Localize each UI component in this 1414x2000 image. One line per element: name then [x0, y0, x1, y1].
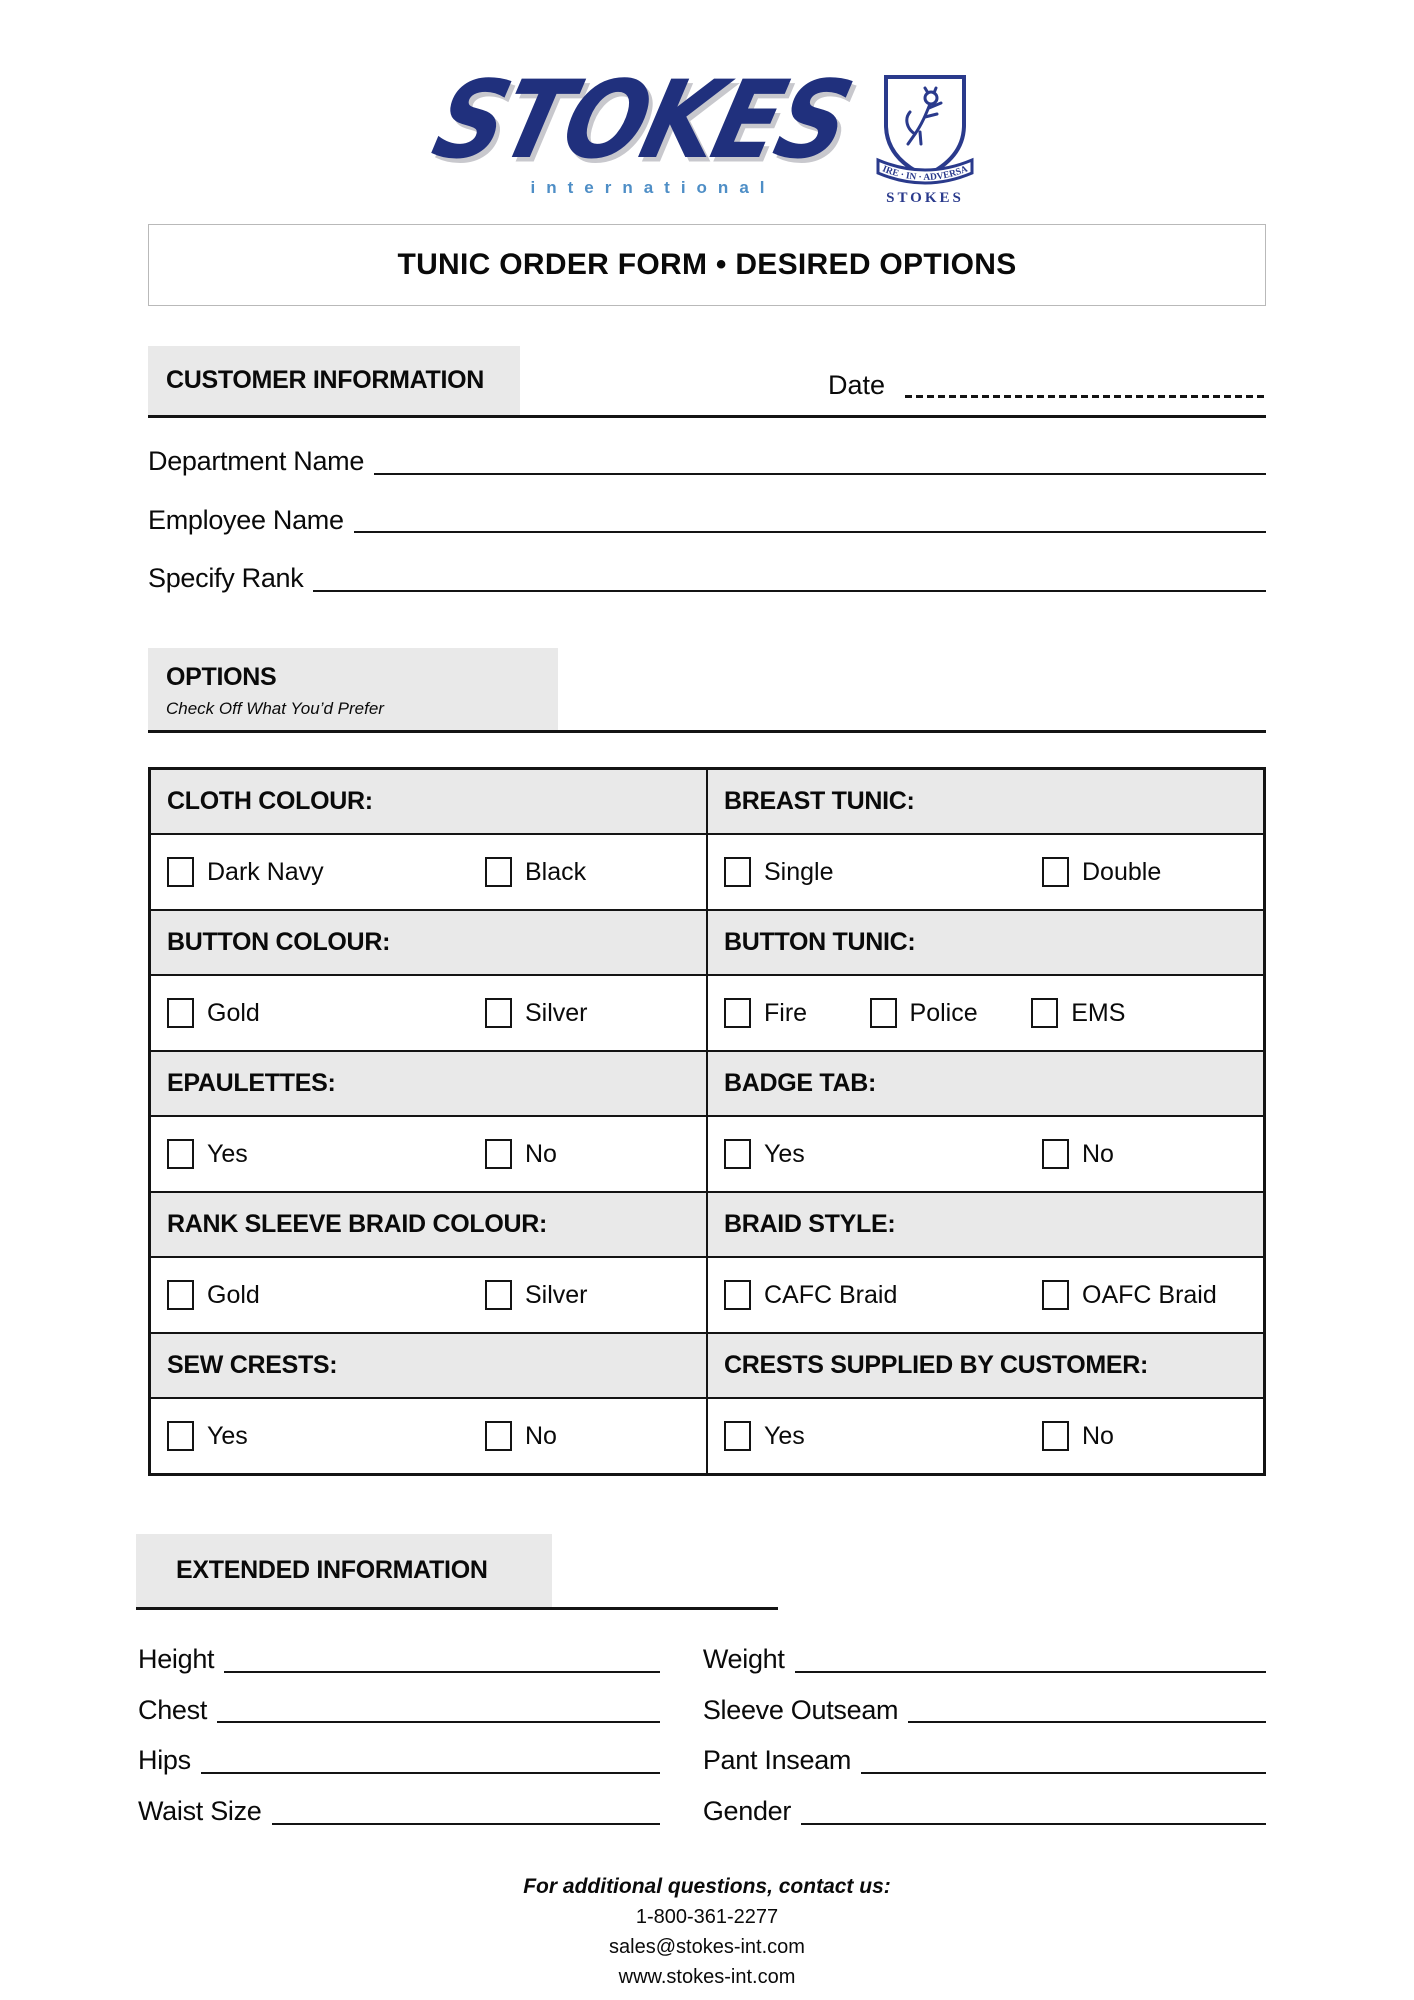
- form-title-box: [148, 224, 1266, 306]
- height-line[interactable]: [224, 1670, 660, 1673]
- table-row: [150, 975, 1265, 1051]
- waist-size-line[interactable]: [272, 1822, 660, 1825]
- choice-label: Fire: [764, 998, 808, 1027]
- stokes-crest-icon: [874, 72, 976, 204]
- crest-motto: IRE · IN · ADVERSA: [880, 164, 969, 184]
- pant-inseam-label: Pant Inseam: [702, 1745, 852, 1776]
- checkbox-crests-supplied-no[interactable]: [1042, 1421, 1263, 1451]
- checkbox-icon[interactable]: [485, 998, 512, 1028]
- contact-footer: [148, 1875, 1266, 1989]
- employee-name-label: Employee Name: [148, 504, 344, 535]
- choice-label: EMS: [1071, 998, 1126, 1027]
- hips-field: [138, 1746, 660, 1776]
- choice-label: Yes: [764, 1421, 805, 1450]
- employee-name-line[interactable]: [354, 530, 1266, 533]
- table-row: [150, 1051, 1265, 1116]
- chest-label: Chest: [138, 1694, 208, 1725]
- specify-rank-field: [148, 564, 1266, 594]
- choice-label: Gold: [207, 1280, 260, 1309]
- table-row: [150, 1333, 1265, 1398]
- checkbox-icon[interactable]: [167, 1280, 194, 1310]
- options-heading: OPTIONS: [166, 663, 277, 692]
- checkbox-epaulettes-no[interactable]: [485, 1139, 706, 1169]
- options-subheading: Check Off What You’d Prefer: [166, 699, 384, 719]
- checkbox-cafc-braid[interactable]: [724, 1280, 1042, 1310]
- stokes-tagline: international: [530, 178, 776, 197]
- table-row: [150, 1398, 1265, 1475]
- checkbox-icon[interactable]: [167, 857, 194, 887]
- table-row: [150, 834, 1265, 910]
- table-row: [150, 910, 1265, 975]
- sleeve-outseam-label: Sleeve Outseam: [702, 1694, 899, 1725]
- checkbox-ems[interactable]: [1031, 998, 1263, 1028]
- checkbox-icon[interactable]: [1042, 1139, 1069, 1169]
- checkbox-fire[interactable]: [724, 998, 870, 1028]
- checkbox-badge-tab-no[interactable]: [1042, 1139, 1263, 1169]
- stokes-wordmark: STOKES: [422, 57, 862, 183]
- checkbox-dark-navy[interactable]: [167, 857, 485, 887]
- checkbox-icon[interactable]: [485, 1421, 512, 1451]
- hips-label: Hips: [138, 1745, 191, 1776]
- waist-size-field: [138, 1797, 660, 1827]
- customer-info-heading: CUSTOMER INFORMATION: [148, 346, 520, 415]
- breast-tunic-header: BREAST TUNIC:: [707, 769, 1265, 835]
- choice-label: Silver: [525, 998, 588, 1027]
- sew-crests-header: SEW CRESTS:: [150, 1333, 708, 1398]
- weight-label: Weight: [702, 1644, 785, 1675]
- choice-label: OAFC Braid: [1082, 1280, 1217, 1309]
- hips-line[interactable]: [201, 1771, 660, 1774]
- checkbox-icon[interactable]: [724, 857, 751, 887]
- checkbox-icon[interactable]: [724, 998, 751, 1028]
- checkbox-epaulettes-yes[interactable]: [167, 1139, 485, 1169]
- checkbox-police[interactable]: [870, 998, 1032, 1028]
- checkbox-braid-silver[interactable]: [485, 1280, 706, 1310]
- cloth-colour-header: CLOTH COLOUR:: [150, 769, 708, 835]
- checkbox-double[interactable]: [1042, 857, 1263, 887]
- contact-heading: For additional questions, contact us:: [523, 1874, 891, 1898]
- chest-line[interactable]: [217, 1720, 660, 1723]
- sleeve-outseam-field: [703, 1696, 1266, 1726]
- epaulettes-header: EPAULETTES:: [150, 1051, 708, 1116]
- date-input-line[interactable]: [905, 395, 1266, 398]
- date-label: Date: [828, 370, 886, 400]
- choice-label: CAFC Braid: [764, 1280, 898, 1309]
- checkbox-icon[interactable]: [1042, 1421, 1069, 1451]
- weight-field: [703, 1645, 1266, 1675]
- choice-label: Black: [525, 857, 587, 886]
- checkbox-icon[interactable]: [485, 1280, 512, 1310]
- contact-email: sales@stokes-int.com: [609, 1935, 805, 1958]
- checkbox-crests-supplied-yes[interactable]: [724, 1421, 1042, 1451]
- department-name-label: Department Name: [148, 446, 365, 476]
- form-title: TUNIC ORDER FORM • DESIRED OPTIONS: [397, 248, 1017, 281]
- pant-inseam-field: [703, 1746, 1266, 1776]
- checkbox-sew-crests-no[interactable]: [485, 1421, 706, 1451]
- contact-website: www.stokes-int.com: [618, 1965, 796, 1988]
- contact-phone: 1-800-361-2277: [635, 1905, 779, 1928]
- specify-rank-line[interactable]: [313, 589, 1266, 592]
- choice-label: Yes: [207, 1421, 248, 1450]
- options-heading-box: [148, 648, 558, 730]
- rank-sleeve-braid-colour-header: RANK SLEEVE BRAID COLOUR:: [150, 1192, 708, 1257]
- crest-name: STOKES: [885, 190, 964, 204]
- customer-info-header-row: [148, 346, 1266, 418]
- checkbox-icon[interactable]: [485, 857, 512, 887]
- choice-label: No: [1082, 1139, 1114, 1168]
- badge-tab-header: BADGE TAB:: [707, 1051, 1265, 1116]
- choice-label: Police: [909, 998, 978, 1027]
- checkbox-icon[interactable]: [167, 1421, 194, 1451]
- choice-label: Yes: [764, 1139, 805, 1168]
- specify-rank-label: Specify Rank: [148, 563, 304, 594]
- braid-style-header: BRAID STYLE:: [707, 1192, 1265, 1257]
- gender-line[interactable]: [801, 1822, 1266, 1825]
- checkbox-icon[interactable]: [724, 1421, 751, 1451]
- checkbox-icon[interactable]: [1042, 857, 1069, 887]
- table-row: [150, 1192, 1265, 1257]
- gender-field: [703, 1797, 1266, 1827]
- choice-label: No: [1082, 1421, 1114, 1450]
- checkbox-icon[interactable]: [167, 1139, 194, 1169]
- choice-label: Yes: [207, 1139, 248, 1168]
- waist-size-label: Waist Size: [138, 1796, 262, 1827]
- date-field: [828, 372, 1266, 399]
- department-name-field: [148, 447, 1266, 477]
- checkbox-braid-gold[interactable]: [167, 1280, 485, 1310]
- checkbox-black[interactable]: [485, 857, 706, 887]
- checkbox-icon[interactable]: [724, 1139, 751, 1169]
- extended-info-header-row: [136, 1534, 778, 1610]
- table-row: [150, 1257, 1265, 1333]
- logo-header: [0, 0, 1414, 204]
- choice-label: No: [525, 1421, 557, 1450]
- options-table: [148, 767, 1266, 1476]
- checkbox-icon[interactable]: [870, 998, 897, 1028]
- pant-inseam-line[interactable]: [861, 1771, 1266, 1774]
- height-label: Height: [138, 1644, 215, 1675]
- department-name-line[interactable]: [374, 472, 1266, 475]
- choice-label: Gold: [207, 998, 260, 1027]
- choice-label: Double: [1082, 857, 1162, 886]
- choice-label: Silver: [525, 1280, 588, 1309]
- checkbox-badge-tab-yes[interactable]: [724, 1139, 1042, 1169]
- button-colour-header: BUTTON COLOUR:: [150, 910, 708, 975]
- table-row: [150, 769, 1265, 835]
- crests-supplied-header: CRESTS SUPPLIED BY CUSTOMER:: [707, 1333, 1265, 1398]
- extended-info-heading: EXTENDED INFORMATION: [136, 1534, 552, 1607]
- checkbox-sew-crests-yes[interactable]: [167, 1421, 485, 1451]
- choice-label: No: [525, 1139, 557, 1168]
- weight-line[interactable]: [795, 1670, 1266, 1673]
- options-header-row: [148, 648, 1266, 733]
- checkbox-icon[interactable]: [485, 1139, 512, 1169]
- checkbox-single[interactable]: [724, 857, 1042, 887]
- checkbox-oafc-braid[interactable]: [1042, 1280, 1263, 1310]
- choice-label: Dark Navy: [207, 857, 324, 886]
- stokes-logo: [422, 57, 862, 198]
- checkbox-icon[interactable]: [724, 1280, 751, 1310]
- gender-label: Gender: [702, 1796, 792, 1827]
- checkbox-icon[interactable]: [167, 998, 194, 1028]
- checkbox-icon[interactable]: [1031, 998, 1058, 1028]
- employee-name-field: [148, 506, 1266, 536]
- height-field: [138, 1645, 660, 1675]
- checkbox-button-gold[interactable]: [167, 998, 485, 1028]
- sleeve-outseam-line[interactable]: [908, 1720, 1266, 1723]
- checkbox-button-silver[interactable]: [485, 998, 706, 1028]
- chest-field: [138, 1696, 660, 1726]
- choice-label: Single: [764, 857, 834, 886]
- table-row: [150, 1116, 1265, 1192]
- checkbox-icon[interactable]: [1042, 1280, 1069, 1310]
- button-tunic-header: BUTTON TUNIC:: [707, 910, 1265, 975]
- extended-info-fields: [138, 1624, 1266, 1827]
